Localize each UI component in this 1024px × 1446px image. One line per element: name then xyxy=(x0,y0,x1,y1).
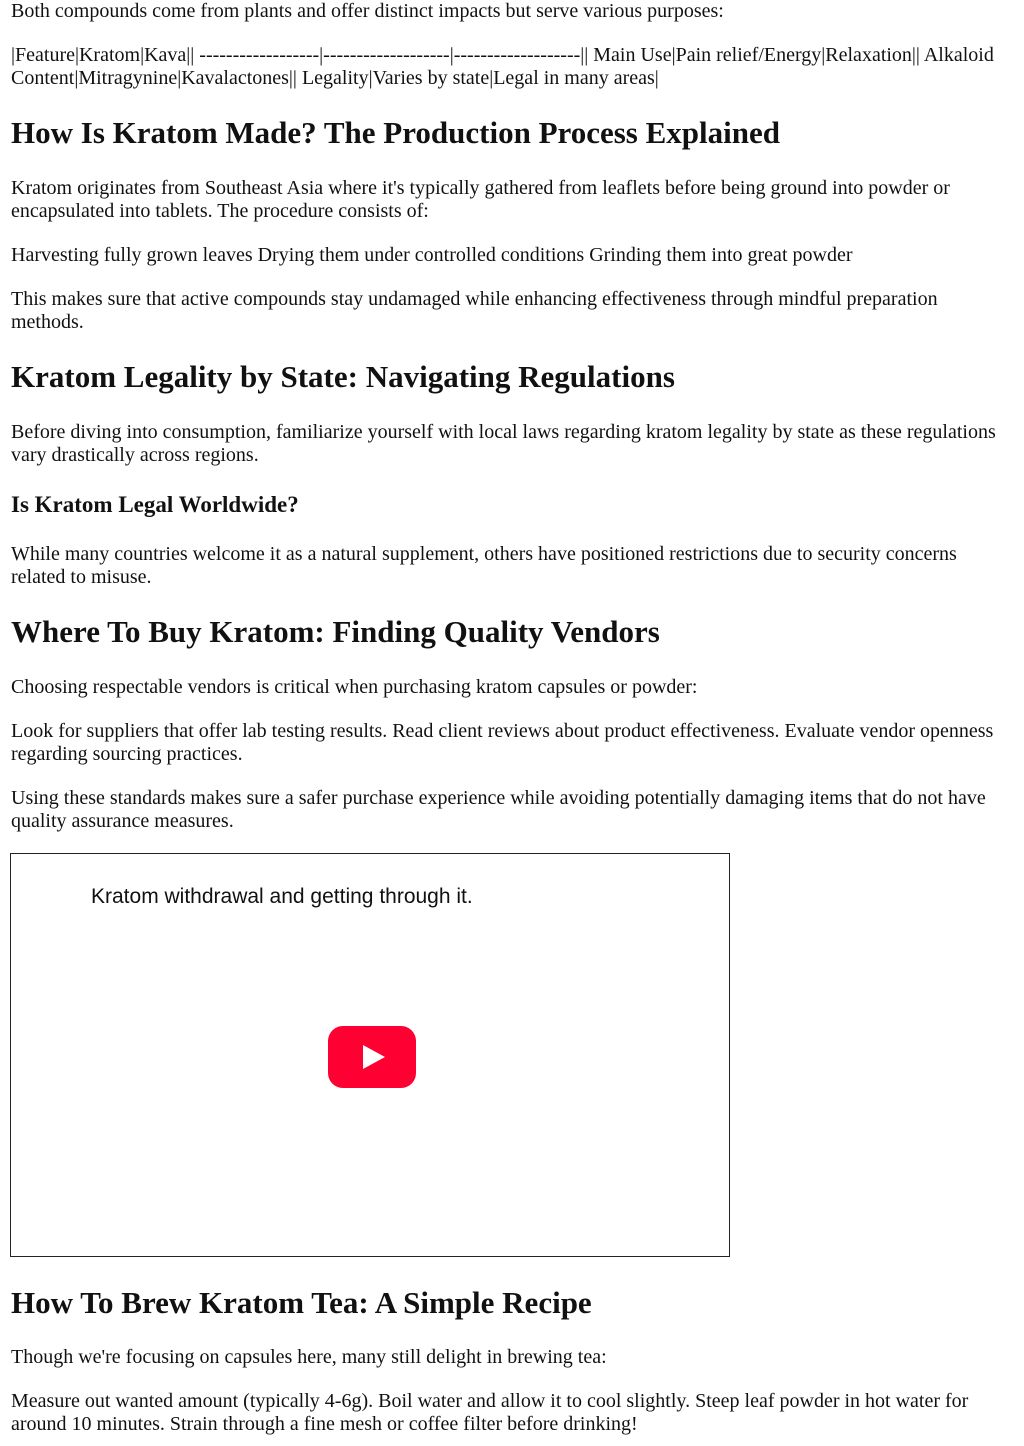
tea-paragraph-1: Though we're focusing on capsules here, many still delight in brewing tea: xyxy=(11,1346,607,1368)
heading-tea: How To Brew Kratom Tea: A Simple Recipe xyxy=(11,1285,592,1320)
vendors-tips: Look for suppliers that offer lab testing results. Read client reviews about product effectiveness. Evaluate vendor openness regarding sourcing practices. xyxy=(11,720,994,765)
vendors-paragraph-1: Choosing respectable vendors is critical when purchasing kratom capsules or powder: xyxy=(11,676,698,698)
legality-paragraph-1: Before diving into consumption, familiarize yourself with local laws regarding kratom legality by state as these regulations vary drastically across regions. xyxy=(11,421,996,466)
video-title[interactable]: Kratom withdrawal and getting through it. xyxy=(91,885,473,908)
heading-vendors: Where To Buy Kratom: Finding Quality Vendors xyxy=(11,614,660,649)
tea-steps: Measure out wanted amount (typically 4-6g). Boil water and allow it to cool slightly. Steep leaf powder in hot water for around 10 minutes. Strain through a fine mesh or coffee filter before drinking! xyxy=(11,1390,969,1435)
heading-legality: Kratom Legality by State: Navigating Regulations xyxy=(11,359,675,394)
production-steps: Harvesting fully grown leaves Drying them under controlled conditions Grinding them into great powder xyxy=(11,244,853,266)
heading-production: How Is Kratom Made? The Production Process Explained xyxy=(11,115,780,150)
vendors-paragraph-2: Using these standards makes sure a safer purchase experience while avoiding potentially damaging items that do not have quality assurance measures. xyxy=(11,787,986,832)
comparison-table-text: |Feature|Kratom|Kava|| ------------------|-------------------|-------------------|| Main Use|Pain relief/Energy|Relaxation|| Alkaloid Content|Mitragynine|Kavalactones|| Legality|Varies by state|Legal in many areas| xyxy=(11,44,994,89)
production-paragraph-1: Kratom originates from Southeast Asia where it's typically gathered from leaflets before being ground into powder or encapsulated into tablets. The procedure consists of: xyxy=(11,177,950,222)
youtube-play-icon[interactable] xyxy=(328,1026,416,1088)
legality-paragraph-2: While many countries welcome it as a natural supplement, others have positioned restrictions due to security concerns related to misuse. xyxy=(11,543,957,588)
intro-paragraph: Both compounds come from plants and offer distinct impacts but serve various purposes: xyxy=(11,0,724,22)
production-paragraph-2: This makes sure that active compounds stay undamaged while enhancing effectiveness through mindful preparation methods. xyxy=(11,288,938,333)
video-embed[interactable] xyxy=(10,853,730,1257)
subheading-worldwide: Is Kratom Legal Worldwide? xyxy=(11,492,299,517)
